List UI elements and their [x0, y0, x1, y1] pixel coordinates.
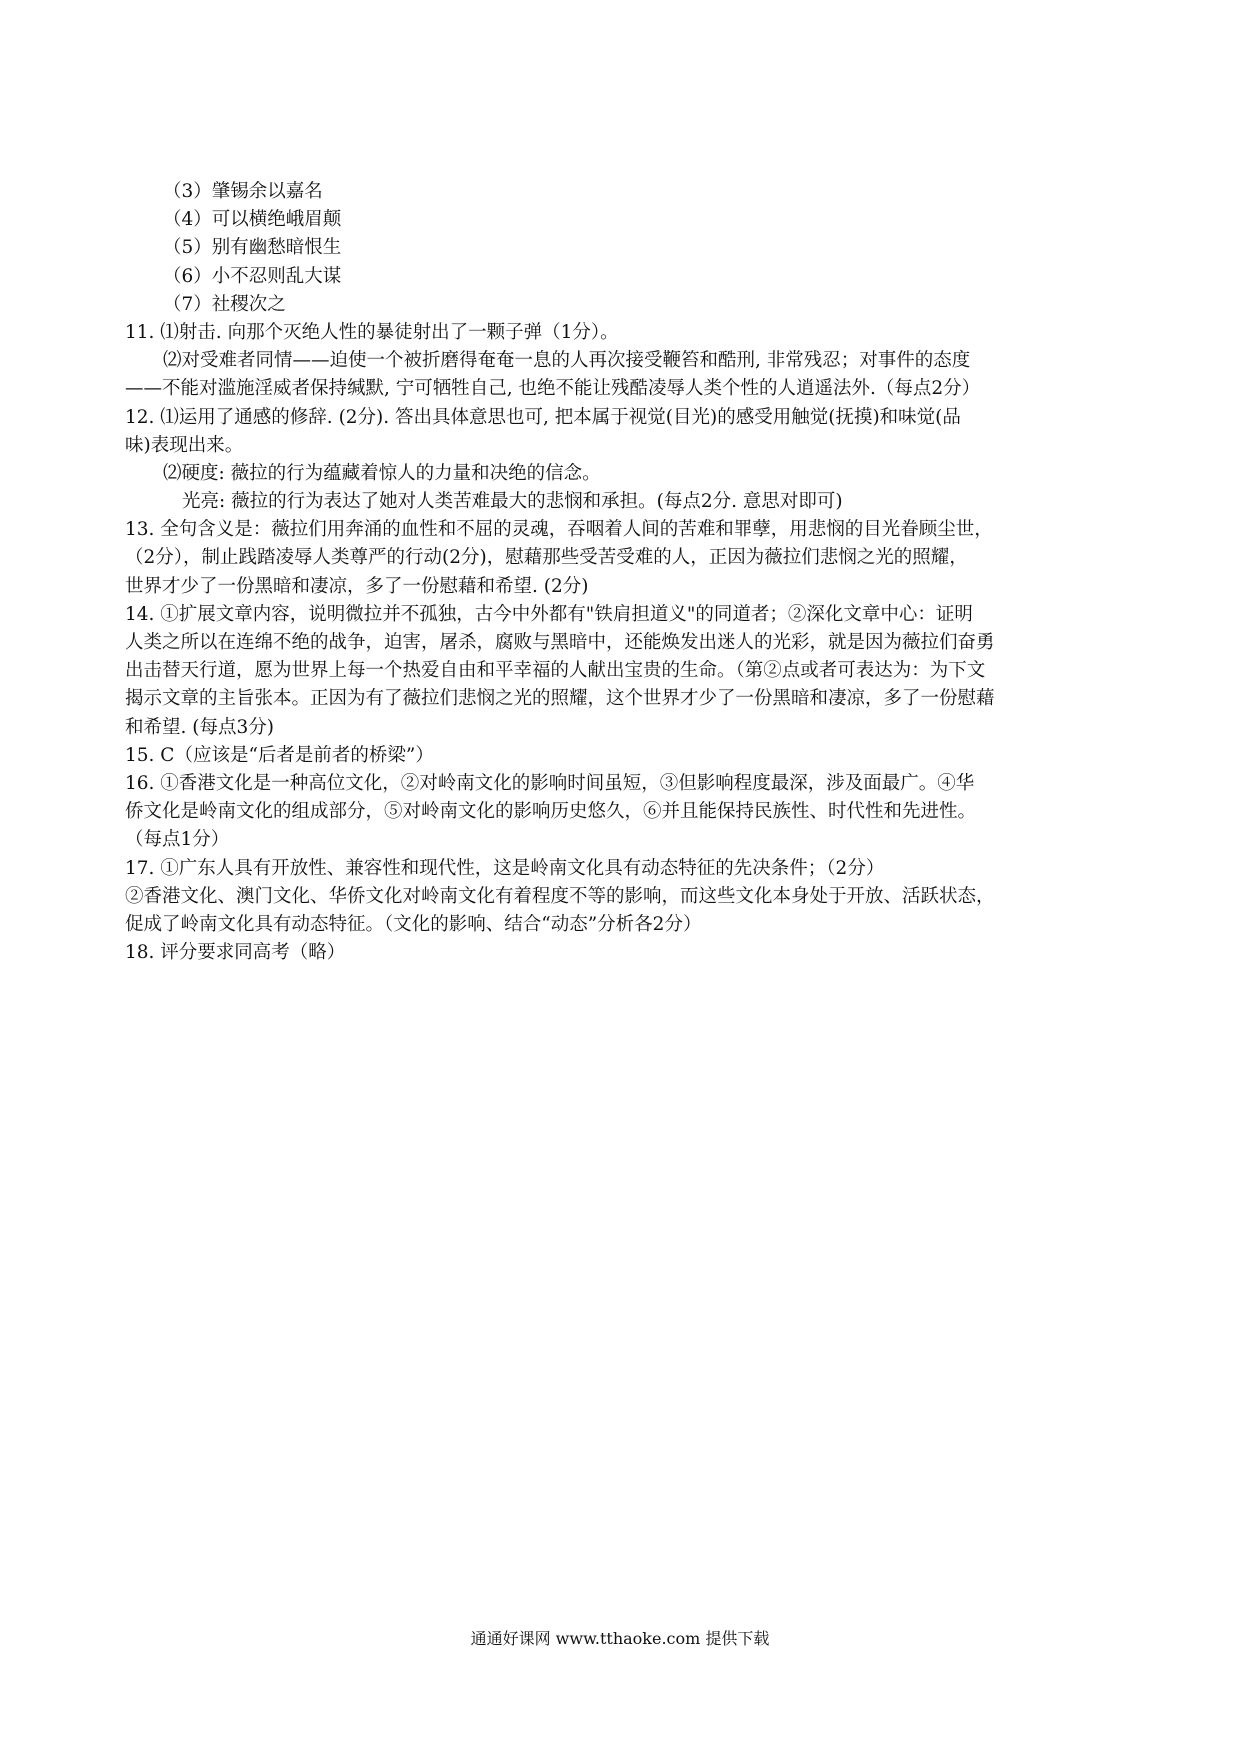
- answer-line-10-3: （3）肇锡余以嘉名: [163, 181, 323, 202]
- answer-line-10-5: （5）别有幽愁暗恨生: [163, 237, 342, 259]
- answer-line-18: 18. 评分要求同高考（略）: [125, 942, 346, 964]
- answer-line-16-cont2: （每点1分）: [125, 829, 230, 851]
- answer-line-14-cont1: 人类之所以在连绵不绝的战争，迫害，屠杀，腐败与黑暗中，还能焕发出迷人的光彩，就是因为薇拉们奋勇: [125, 632, 995, 653]
- answer-line-10-7: （7）社稷次之: [163, 293, 286, 315]
- answer-line-14-cont4: 和希望. (每点3分): [125, 716, 274, 738]
- answer-line-14-cont2: 出击替天行道，愿为世界上每一个热爱自由和平幸福的人献出宝贵的生命。（第②点或者可表达为：为下文: [125, 660, 986, 682]
- page-footer: 通通好课网 www.tthaoke.com 提供下载: [470, 1629, 770, 1648]
- answer-line-16-cont1: 侨文化是岭南文化的组成部分，⑤对岭南文化的影响历史悠久，⑥并且能保持民族性、时代性和先进性。: [125, 801, 977, 823]
- answer-line-14: 14. ①扩展文章内容，说明微拉并不孤独，古今中外都有"铁肩担道义"的同道者；②深化文章中心：证明: [125, 603, 973, 625]
- answer-line-10-4: （4）可以横绝峨眉颠: [163, 209, 342, 231]
- answer-line-13: 13. 全句含义是：薇拉们用奔涌的血性和不屈的灵魂，吞咽着人间的苦难和罪孽，用悲悯的目光眷顾尘世，: [125, 519, 993, 541]
- answer-line-11-2-cont: ——不能对滥施淫威者保持缄默, 宁可牺牲自己, 也绝不能让残酷凌辱人类个性的人逍遥法外.（每点2分）: [125, 378, 981, 400]
- answer-line-11-2: ⑵对受难者同情——迫使一个被折磨得奄奄一息的人再次接受鞭笞和酷刑, 非常残忍；对事件的态度: [163, 350, 971, 372]
- answer-line-14-cont3: 揭示文章的主旨张本。正因为有了薇拉们悲悯之光的照耀，这个世界才少了一份黑暗和凄凉，多了一份慰藉: [125, 688, 995, 710]
- answer-line-17: 17. ①广东人具有开放性、兼容性和现代性，这是岭南文化具有动态特征的先决条件；（2分）: [125, 857, 885, 879]
- answer-line-13-cont1: （2分），制止践踏凌辱人类尊严的行动(2分)，慰藉那些受苦受难的人，正因为薇拉们悲悯之光的照耀，: [125, 547, 968, 569]
- answer-key-text: [125, 178, 1125, 967]
- answer-line-13-cont2: 世界才少了一份黑暗和凄凉，多了一份慰藉和希望. (2分): [125, 575, 589, 597]
- answer-line-12-2: ⑵硬度: 薇拉的行为蕴藏着惊人的力量和决绝的信念。: [163, 462, 601, 484]
- answer-line-11-1: 11. ⑴射击. 向那个灭绝人性的暴徒射出了一颗子弹（1分）。: [125, 321, 619, 343]
- answer-line-15: 15. C（应该是“后者是前者的桥梁”）: [125, 744, 434, 766]
- answer-line-10-6: （6）小不忍则乱大谋: [163, 265, 342, 287]
- answer-line-17-cont1: ②香港文化、澳门文化、华侨文化对岭南文化有着程度不等的影响，而这些文化本身处于开放、活跃状态，: [125, 885, 995, 907]
- answer-line-17-cont2: 促成了岭南文化具有动态特征。（文化的影响、结合“动态”分析各2分）: [125, 913, 702, 935]
- answer-line-12-1: 12. ⑴运用了通感的修辞. (2分). 答出具体意思也可, 把本属于视觉(目光)的感受用触觉(抚摸)和味觉(品: [125, 406, 961, 428]
- answer-line-12-1-cont: 味)表现出来。: [125, 434, 244, 456]
- answer-line-16: 16. ①香港文化是一种高位文化，②对岭南文化的影响时间虽短，③但影响程度最深，涉及面最广。④华: [125, 772, 975, 794]
- answer-line-12-2-cont: 光亮: 薇拉的行为表达了她对人类苦难最大的悲悯和承担。(每点2分. 意思对即可): [182, 491, 843, 513]
